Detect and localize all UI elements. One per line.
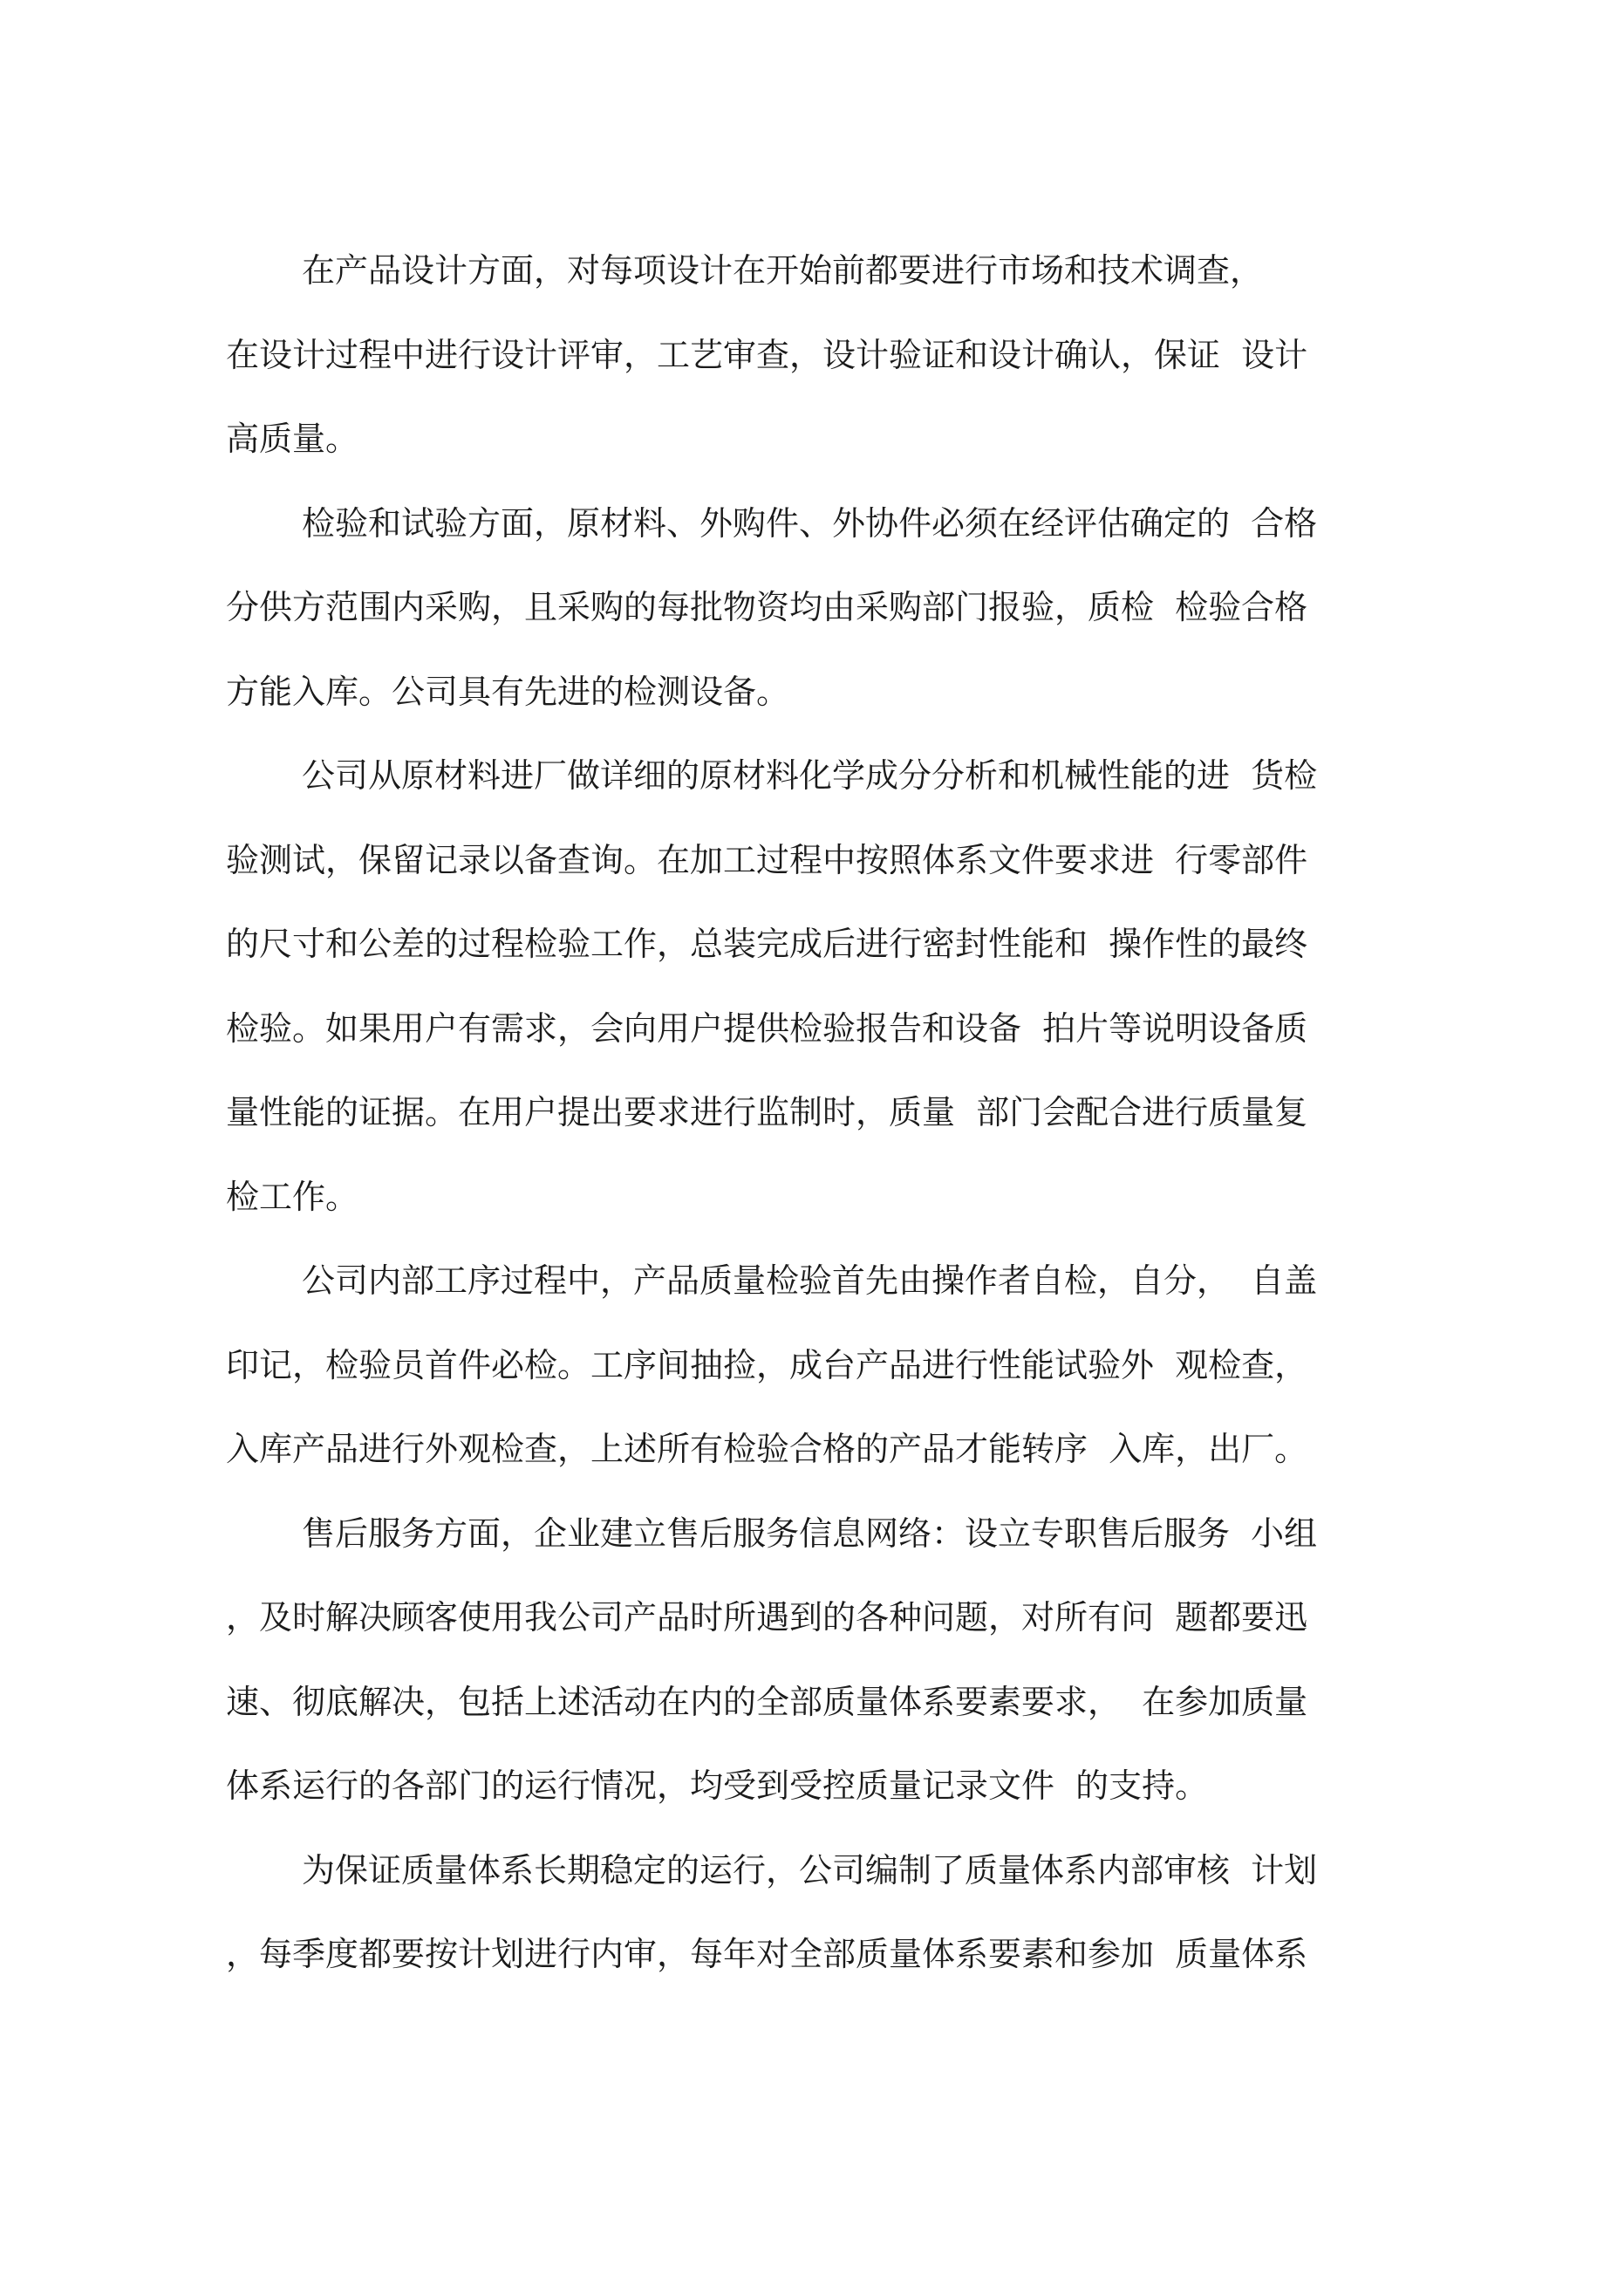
paragraph-inspection-testing: [226, 482, 1423, 735]
paragraph-internal-process: [226, 1239, 1423, 1492]
paragraph-product-design: [226, 229, 1423, 482]
paragraph-after-sales: [226, 1492, 1423, 1828]
text-line: 入库产品进行外观检查，上述所有检验合格的产品才能转序 入库，出厂。: [226, 1430, 1308, 1468]
text-line: 量性能的证据。在用户提出要求进行监制时，质量 部门会配合进行质量复: [226, 1093, 1308, 1131]
text-line: 为保证质量体系长期稳定的运行，公司编制了质量体系内部审核 计划: [302, 1850, 1318, 1889]
text-line: 分供方范围内采购，且采购的每批物资均由采购部门报验，质检 检验合格: [226, 588, 1308, 626]
text-line: 在产品设计方面，对每项设计在开始前都要进行市场和技术调查，: [302, 251, 1264, 290]
text-line: 售后服务方面，企业建立售后服务信息网络：设立专职售后服务 小组: [302, 1514, 1318, 1553]
text-line: 在设计过程中进行设计评审，工艺审查，设计验证和设计确认，保证 设计: [226, 335, 1308, 374]
text-line: ，及时解决顾客使用我公司产品时所遇到的各种问题，对所有问 题都要迅: [226, 1598, 1308, 1637]
text-line: 验测试，保留记录以备查询。在加工过程中按照体系文件要求进 行零部件: [226, 840, 1308, 879]
text-line: 体系运行的各部门的运行情况，均受到受控质量记录文件 的支持。: [226, 1766, 1209, 1805]
text-line: 的尺寸和公差的过程检验工作，总装完成后进行密封性能和 操作性的最终: [226, 925, 1308, 963]
text-line: 方能入库。公司具有先进的检测设备。: [226, 672, 790, 711]
paragraph-raw-material-inspection: [226, 734, 1423, 1239]
text-line: 公司内部工序过程中，产品质量检验首先由操作者自检，自分， 自盖: [302, 1261, 1318, 1300]
text-line: 公司从原材料进厂做详细的原材料化学成分分析和机械性能的进 货检: [302, 756, 1318, 795]
text-line: 检验。如果用户有需求，会向用户提供检验报告和设备 拍片等说明设备质: [226, 1008, 1308, 1048]
text-line: 检验和试验方面，原材料、外购件、外协件必须在经评估确定的 合格: [302, 503, 1318, 543]
paragraph-quality-system: [226, 1828, 1423, 1997]
text-line: 检工作。: [226, 1177, 359, 1216]
text-line: ，每季度都要按计划进行内审，每年对全部质量体系要素和参加 质量体系: [226, 1935, 1308, 1973]
document-body: [226, 229, 1423, 1997]
text-line: 高质量。: [226, 420, 359, 458]
text-line: 速、彻底解决，包括上述活动在内的全部质量体系要素要求， 在参加质量: [226, 1682, 1308, 1721]
text-line: 印记，检验员首件必检。工序间抽捡，成台产品进行性能试验外 观检查，: [226, 1345, 1308, 1384]
